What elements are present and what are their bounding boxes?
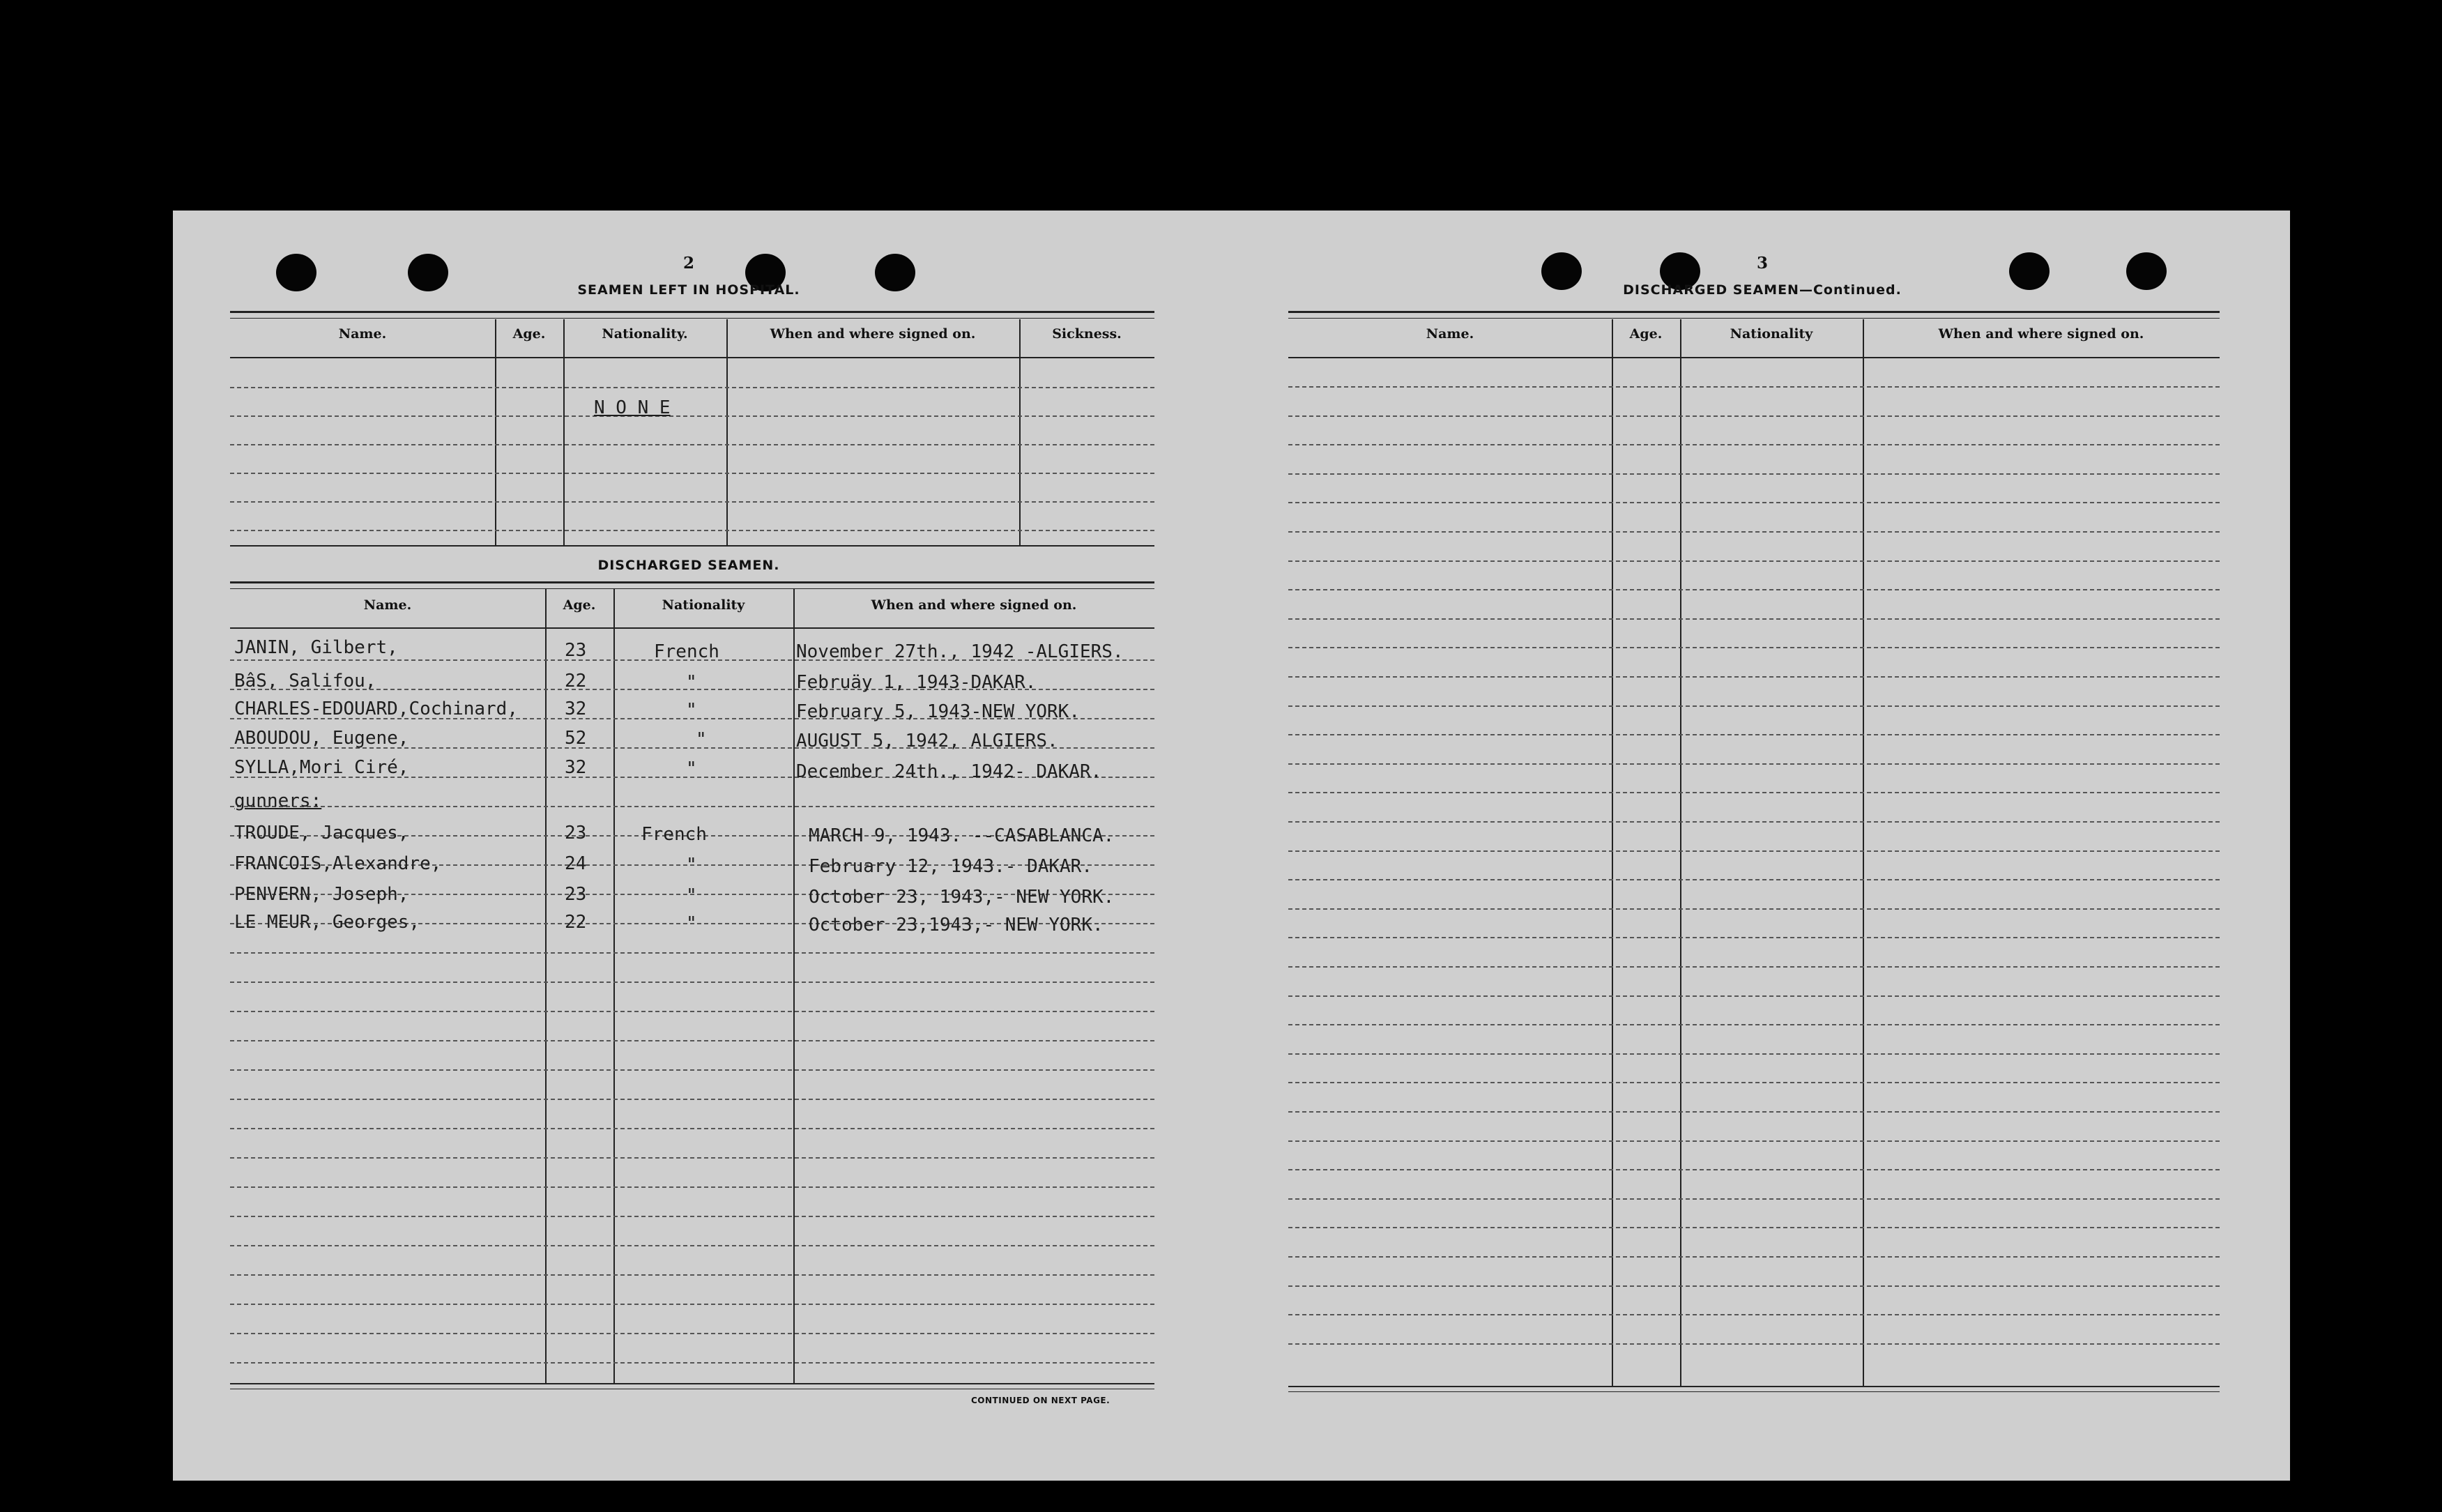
ruled-line <box>1288 676 2220 678</box>
discharged-section-title: DISCHARGED SEAMEN. <box>597 558 780 573</box>
table-row-name: JANIN, Gilbert, <box>234 637 398 658</box>
column-divider <box>1680 319 1681 1386</box>
ruled-line <box>1288 1227 2220 1228</box>
table-row-name: SYLLA,Mori Ciré, <box>234 757 409 778</box>
col-header-age: Age. <box>1629 326 1663 342</box>
ruled-line <box>1288 1169 2220 1170</box>
col-header-signed-on: When and where signed on. <box>871 597 1077 613</box>
ruled-line <box>1288 560 2220 562</box>
ruled-line <box>1288 1285 2220 1287</box>
column-divider <box>726 319 728 545</box>
bottom-rule <box>1288 1391 2220 1392</box>
col-header-age: Age. <box>563 597 596 613</box>
table-row-name: gunners: <box>234 791 322 811</box>
column-divider <box>793 588 795 1383</box>
ruled-line <box>230 1128 1154 1129</box>
table-row-signed-on: October 23,1943,- NEW YORK. <box>809 915 1104 936</box>
ruled-line <box>1288 1111 2220 1113</box>
binder-hole <box>2009 252 2050 290</box>
table-row-age: 22 <box>565 912 587 933</box>
col-header-name: Name. <box>338 326 387 342</box>
table-row-signed-on: December 24th., 1942- DAKAR. <box>796 761 1102 782</box>
ruled-line <box>1288 908 2220 910</box>
binder-hole <box>875 254 915 291</box>
ruled-line <box>1288 1024 2220 1025</box>
ruled-line <box>1288 1256 2220 1258</box>
ruled-line <box>1288 1053 2220 1055</box>
binder-hole <box>408 254 448 291</box>
ruled-line <box>230 1157 1154 1159</box>
ruled-line <box>1288 415 2220 417</box>
table-row-name: FRANCOIS,Alexandre, <box>234 853 442 874</box>
ruled-line <box>1288 1082 2220 1083</box>
ruled-line <box>230 1333 1154 1334</box>
ruled-line <box>230 1099 1154 1100</box>
ruled-line <box>230 473 1154 474</box>
bottom-rule <box>230 1383 1154 1384</box>
column-divider <box>613 588 615 1383</box>
table-row-signed-on: October 23, 1943,- NEW YORK. <box>809 887 1115 908</box>
ruled-line <box>1288 937 2220 938</box>
ruled-line <box>1288 850 2220 852</box>
col-header-name: Name. <box>363 597 412 613</box>
binder-hole <box>2126 252 2167 290</box>
ruled-line <box>1288 705 2220 707</box>
double-rule <box>230 581 1154 589</box>
page-number: 3 <box>1756 254 1768 273</box>
table-row-age: 24 <box>565 853 587 874</box>
col-header-signed-on: When and where signed on. <box>770 326 976 342</box>
ruled-line <box>230 982 1154 983</box>
table-row-age: 32 <box>565 698 587 719</box>
ruled-line <box>230 387 1154 388</box>
col-header-nationality: Nationality. <box>602 326 688 342</box>
table-row-age: 22 <box>565 671 587 692</box>
ruled-line <box>1288 1314 2220 1315</box>
discharged-continued-title: DISCHARGED SEAMEN—Continued. <box>1623 282 1902 298</box>
ruled-line <box>1288 821 2220 823</box>
table-row-signed-on: AUGUST 5, 1942, ALGIERS. <box>796 731 1058 751</box>
table-row-age: 23 <box>565 884 587 905</box>
bottom-rule <box>1288 1386 2220 1387</box>
table-row-signed-on: MARCH 9, 1943. --CASABLANCA. <box>809 825 1115 846</box>
table-row-nationality: " <box>686 700 697 721</box>
header-rule <box>230 627 1154 629</box>
ruled-line <box>230 1011 1154 1012</box>
left-page <box>173 211 1219 1481</box>
table-row-signed-on: February 5, 1943-NEW YORK. <box>796 701 1080 722</box>
column-divider <box>563 319 565 545</box>
hospital-section-title: SEAMEN LEFT IN HOSPITAL. <box>577 282 800 298</box>
ruled-line <box>1288 647 2220 648</box>
table-row-nationality: French <box>654 641 719 662</box>
table-row-nationality: " <box>686 758 697 779</box>
ruled-line <box>1288 473 2220 475</box>
ruled-line <box>230 1274 1154 1276</box>
table-row-nationality: " <box>686 672 697 693</box>
scanned-document-spread <box>173 211 2290 1481</box>
table-row-age: 32 <box>565 757 587 778</box>
ruled-line <box>1288 763 2220 765</box>
ruled-line <box>1288 792 2220 793</box>
ruled-line <box>1288 531 2220 533</box>
col-header-nationality: Nationality <box>662 597 745 613</box>
ruled-line <box>230 806 1154 807</box>
col-header-signed-on: When and where signed on. <box>1938 326 2144 342</box>
col-header-nationality: Nationality <box>1730 326 1813 342</box>
table-row-name: PENVERN, Joseph, <box>234 884 409 905</box>
ruled-line <box>230 1304 1154 1305</box>
ruled-line <box>1288 966 2220 968</box>
table-row-name: CHARLES-EDOUARD,Cochinard, <box>234 698 518 719</box>
column-divider <box>1612 319 1613 1386</box>
ruled-line <box>230 952 1154 954</box>
column-divider <box>495 319 496 545</box>
table-row-nationality: " <box>686 913 697 934</box>
section-rule <box>230 545 1154 547</box>
ruled-line <box>1288 1198 2220 1200</box>
table-row-signed-on: Februäy 1, 1943-DAKAR. <box>796 672 1037 693</box>
ruled-line <box>230 1186 1154 1188</box>
ruled-line <box>1288 1343 2220 1345</box>
column-divider <box>1863 319 1864 1386</box>
table-row-nationality: French <box>641 824 707 845</box>
col-header-sickness: Sickness. <box>1052 326 1122 342</box>
header-rule <box>1288 357 2220 358</box>
ruled-line <box>1288 734 2220 735</box>
ruled-line <box>1288 502 2220 503</box>
table-row-age: 23 <box>565 823 587 843</box>
ruled-line <box>230 1216 1154 1217</box>
page-number: 2 <box>682 254 694 273</box>
ruled-line <box>230 501 1154 503</box>
ruled-line <box>230 1069 1154 1071</box>
right-page <box>1219 211 2290 1481</box>
binder-hole <box>1541 252 1582 290</box>
table-row-name: BâS, Salifou, <box>234 671 376 692</box>
table-row-name: TROUDE, Jacques, <box>234 823 409 843</box>
ruled-line <box>1288 589 2220 590</box>
table-row-nationality: " <box>696 729 707 750</box>
ruled-line <box>1288 444 2220 445</box>
table-row-nationality: " <box>686 855 697 876</box>
ruled-line <box>230 444 1154 445</box>
ruled-line <box>230 1362 1154 1364</box>
table-row-age: 52 <box>565 728 587 749</box>
ruled-line <box>230 1245 1154 1246</box>
double-rule <box>1288 311 2220 319</box>
none-entry: N O N E <box>594 397 671 418</box>
table-row-signed-on: November 27th., 1942 -ALGIERS. <box>796 641 1124 662</box>
ruled-line <box>230 530 1154 531</box>
ruled-line <box>1288 995 2220 997</box>
column-divider <box>1019 319 1021 545</box>
continued-note: CONTINUED ON NEXT PAGE. <box>971 1396 1111 1405</box>
ruled-line <box>1288 618 2220 620</box>
ruled-line <box>1288 879 2220 880</box>
col-header-age: Age. <box>512 326 546 342</box>
double-rule <box>230 311 1154 319</box>
table-row-name: ABOUDOU, Eugene, <box>234 728 409 749</box>
table-row-name: LE MEUR, Georges, <box>234 912 420 933</box>
ruled-line <box>1288 386 2220 388</box>
header-rule <box>230 357 1154 358</box>
ruled-line <box>230 415 1154 417</box>
table-row-age: 23 <box>565 640 587 661</box>
table-row-nationality: " <box>686 885 697 906</box>
col-header-name: Name. <box>1426 326 1474 342</box>
binder-hole <box>276 254 316 291</box>
table-row-signed-on: February 12, 1943.- DAKAR. <box>809 856 1092 877</box>
column-divider <box>545 588 547 1383</box>
ruled-line <box>1288 1140 2220 1142</box>
ruled-line <box>230 1040 1154 1041</box>
